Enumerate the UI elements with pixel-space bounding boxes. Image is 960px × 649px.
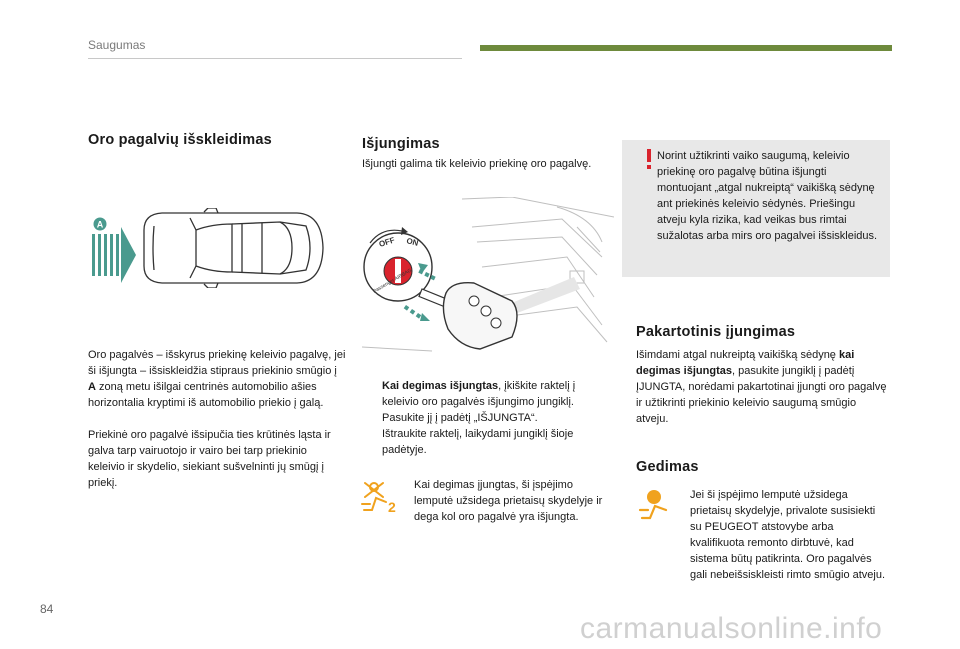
step-1-bold: Kai degimas išjungtas xyxy=(382,380,499,392)
deactivation-steps xyxy=(362,378,614,458)
airbag-switch-illustration xyxy=(362,197,614,353)
step-3 xyxy=(362,426,614,458)
reactivation-text-1: Išimdami atgal nukreiptą vaikišką sėdynę xyxy=(636,349,839,361)
step-2 xyxy=(362,410,614,426)
airbag-off-indicator-icon xyxy=(360,480,400,514)
fault-title: Gedimas xyxy=(636,459,699,475)
deactivation-title: Išjungimas xyxy=(362,136,440,152)
car-top-view-illustration xyxy=(92,208,328,288)
zone-a-reference: A xyxy=(88,381,96,393)
deactivation-intro: Išjungti galima tik keleivio priekinę oro pagalvę. xyxy=(362,158,592,170)
deployment-title: Oro pagalvių išskleidimas xyxy=(88,132,272,148)
watermark: carmanualsonline.info xyxy=(580,612,883,645)
step-1 xyxy=(362,378,614,410)
deployment-text-2: zoną metu išilgai centrinės automobilio ašies horizontalia kryptimi iš automobilio priekio į galą. xyxy=(88,381,324,409)
step-1-text: , įkiškite raktelį į keleivio oro pagalvės išjungimo jungiklį. xyxy=(382,380,576,408)
car-outline-icon xyxy=(144,208,323,288)
indicator-note: Kai degimas įjungtas, ši įspėjimo lemputė užsidega prietaisų skydelyje ir dega kol oro pagalvė yra išjungta. xyxy=(414,479,603,523)
impact-arrow-icon xyxy=(92,227,136,283)
reactivation-text xyxy=(636,347,890,427)
switch-on-label: ON xyxy=(405,236,420,248)
header-accent-bar xyxy=(480,45,892,51)
switch-off-label: OFF xyxy=(377,235,396,249)
step-3-text: Ištraukite raktelį, laikydami jungiklį šioje padėtyje. xyxy=(382,428,574,456)
reactivation-text-2: , pasukite jungiklį į padėtį ĮJUNGTA, norėdami pakartotinai įjungti oro pagalvę ir užtikrinti priekinio keleivio saugumą smūgio atveju. xyxy=(636,365,887,425)
page-number: 84 xyxy=(40,602,54,616)
warning-exclamation-icon xyxy=(646,149,650,174)
zone-a-marker-label: A xyxy=(96,219,104,230)
front-airbag-description: Priekinė oro pagalvė išsipučia ties krūtinės ląsta ir galva tarp vairuotojo ir vairo bei tarp priekinio keleivio ir skydelio, siekiant sušvelninti jų smūgį į priekį. xyxy=(88,429,331,489)
header-divider xyxy=(88,58,462,59)
reactivation-bold: kai degimas išjungtas xyxy=(636,349,855,377)
reactivation-title: Pakartotinis įjungimas xyxy=(636,324,796,340)
section-label: Saugumas xyxy=(88,38,146,52)
warning-text: Norint užtikrinti vaiko saugumą, keleivio priekinę oro pagalvę būtina išjungti montuojant „atgal nukreiptą“ vaikišką sėdynę ant priekinės keleivio sėdynės. Priešingu atveju kyla rizika, kad veikas bus rimtai sužalotas arba mirs oro pagalvei išsiskleidus. xyxy=(657,150,878,242)
airbag-fault-indicator-icon xyxy=(638,488,670,522)
switch-airbag-label: Passenger AIRBAG xyxy=(372,267,414,295)
step-2-text: Pasukite jį į padėtį „IŠJUNGTA“. xyxy=(382,412,538,424)
indicator-number: 2 xyxy=(388,499,396,514)
vehicle-key-icon xyxy=(419,283,517,349)
deployment-description xyxy=(88,347,346,411)
deployment-text-1: Oro pagalvės – išskyrus priekinę keleivio pagalvę, jei ši išjungta – išsiskleidžia stipraus priekinio smūgio į xyxy=(88,349,346,377)
fault-text: Jei ši įspėjimo lemputė užsidega prietaisų skydelyje, privalote susisiekti su PEUGEOT atstovybe arba kvalifikuota remonto dirbtuvė, kad sistema būtų patikrinta. Oro pagalvės gali nebeišsiskleisti rimto smūgio atveju. xyxy=(690,489,886,581)
